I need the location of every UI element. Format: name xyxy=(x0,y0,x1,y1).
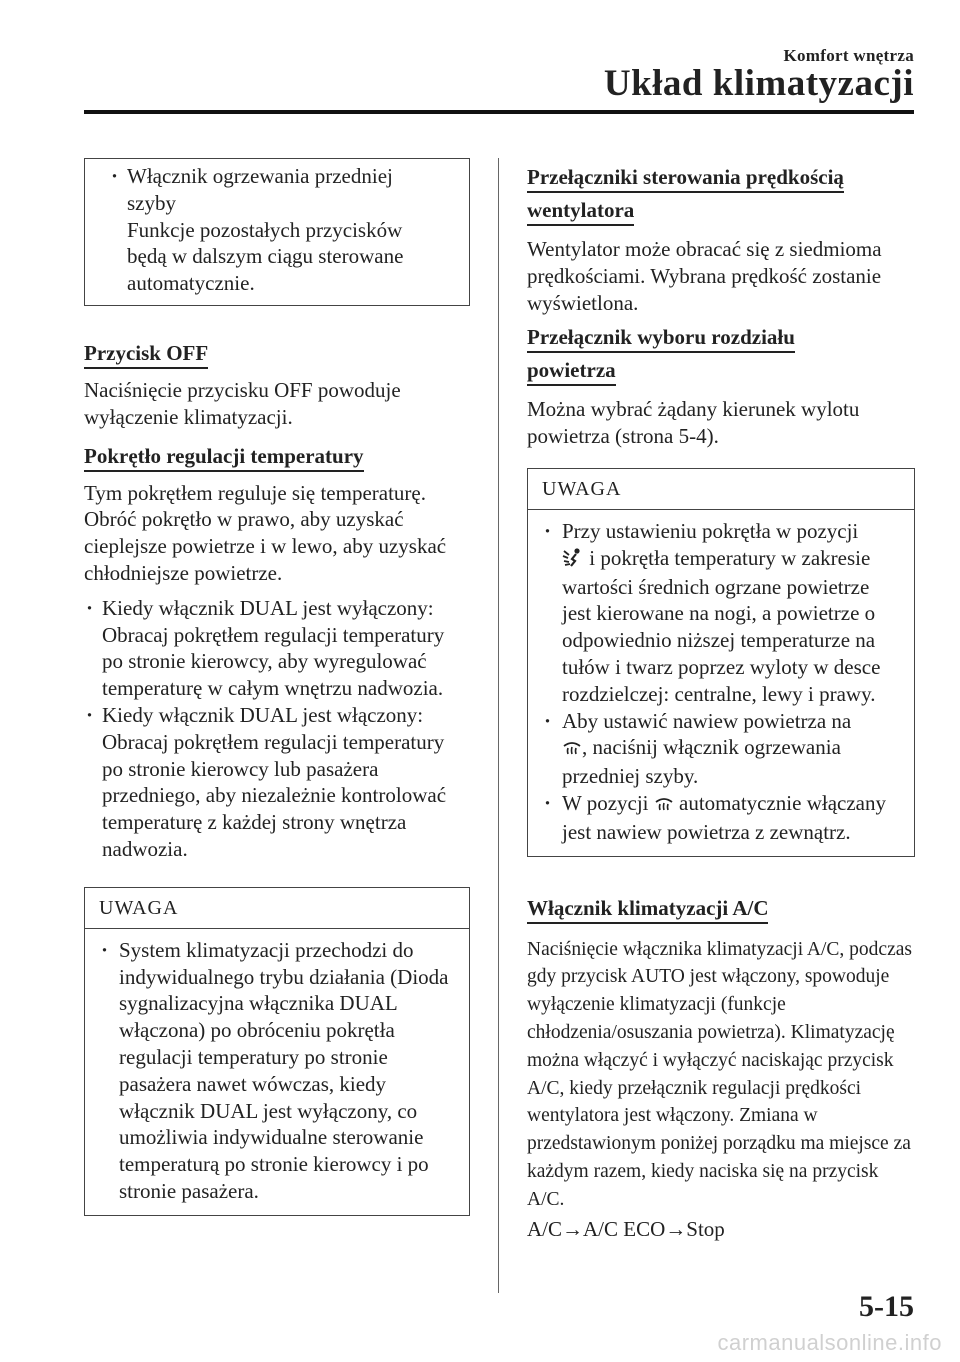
note-b2-pre: Aby ustawić nawiew powietrza na xyxy=(562,708,852,733)
foot-vent-icon xyxy=(562,547,584,574)
note-b2-post: , naciśnij włącznik ogrzewania przedniej szyby. xyxy=(562,735,841,789)
left-column xyxy=(84,158,470,1216)
defrost-icon xyxy=(562,736,582,763)
fan-text: Wentylator może obracać się z siedmioma prędkościami. Wybrana prędkość zostanie wyświetlona. xyxy=(527,237,882,315)
top-box-line-5: automatycznie. xyxy=(127,271,255,296)
mode-heading-line-1: Przełącznik wyboru rozdziału xyxy=(527,324,795,353)
column-divider xyxy=(498,158,499,1293)
list-item xyxy=(542,708,900,790)
defrost-icon xyxy=(654,792,674,819)
note-title: UWAGA xyxy=(528,469,914,510)
ac-sequence: A/C→A/C ECO→Stop xyxy=(527,1216,725,1241)
note-box-right xyxy=(527,468,915,857)
list-item: · System klimatyzacji przechodzi do indywidualnego trybu działania (Dioda sygnalizacyjna włącznika DUAL włączona) po obróceniu pokrętła regulacji temperatury po stronie pasażera nawet wówczas, kiedy włącznik DUAL jest wyłączony, co umożliwia indywidualne sterowanie temperaturą po stronie kierowcy i po stronie pasażera. xyxy=(99,937,455,1205)
watermark: carmanualsonline.info xyxy=(717,1330,942,1355)
note-title: UWAGA xyxy=(85,888,469,929)
off-section xyxy=(84,340,470,431)
list-item xyxy=(542,790,900,846)
temp-heading: Pokrętło regulacji temperatury xyxy=(84,443,364,472)
ac-section xyxy=(527,895,915,1243)
top-box-line-3: Funkcje pozostałych przycisków xyxy=(127,217,403,242)
top-box-line-4: będą w dalszym ciągu sterowane xyxy=(127,244,404,269)
off-heading: Przycisk OFF xyxy=(84,340,208,369)
temp-text: Tym pokrętłem reguluje się temperaturę. Obróć pokrętło w prawo, aby uzyskać cieplejsze powietrze i w lewo, aby uzyskać chłodniejsze powietrze. xyxy=(84,480,447,585)
mode-heading-line-2: powietrza xyxy=(527,357,616,386)
right-column xyxy=(527,164,915,1242)
note-b1-pre: Przy ustawieniu pokrętła w pozycji xyxy=(562,518,859,543)
fan-section xyxy=(527,164,915,316)
page-title: Układ klimatyzacji xyxy=(603,63,914,104)
top-box-line-2: szyby xyxy=(127,190,176,215)
ac-text: Naciśnięcie włącznika klimatyzacji A/C, podczas gdy przycisk AUTO jest włączony, spowoduje wyłączenie klimatyzacji (funkcje chłodzenia/osuszania powietrza). Klimatyzację można włączyć i wyłączyć naciskając przycisk A/C, kiedy przełącznik regulacji prędkości wentylatora jest włączony. Zmiana w przedstawionym poniżej porządku ma miejsce za każdym razem, kiedy naciska się na przycisk A/C. xyxy=(527,938,912,1210)
mode-section xyxy=(527,324,915,450)
off-text: Naciśnięcie przycisku OFF powoduje wyłączenie klimatyzacji. xyxy=(84,377,401,429)
note-box-left xyxy=(84,887,470,1216)
note-b3-post: automatycznie włączany jest nawiew powietrza z zewnątrz. xyxy=(562,790,886,844)
page-number: 5-15 xyxy=(859,1290,914,1323)
section-label: Komfort wnętrza xyxy=(783,46,914,65)
note-b3-pre: W pozycji xyxy=(562,790,649,815)
list-item xyxy=(109,163,459,297)
note-b1-post: i pokrętła temperatury w zakresie wartości średnich ogrzane powietrze jest kierowane na nogi, a powietrze o odpowiednio niższej temperaturze na tułów i twarz poprzez wyloty w desce rozdzielczej: centralne, lewy i prawy. xyxy=(562,545,881,706)
temp-section xyxy=(84,443,470,863)
list-item xyxy=(542,518,900,708)
top-box-line-1: Włącznik ogrzewania przedniej xyxy=(127,164,393,188)
list-item: · Kiedy włącznik DUAL jest włączony: Obracaj pokrętłem regulacji temperatury po stronie kierowcy lub pasażera przedniego, aby niezależnie kontrolować temperaturę z każdej strony wnętrza nadwozia. xyxy=(84,702,470,863)
list-item: · Kiedy włącznik DUAL jest wyłączony: Obracaj pokrętłem regulacji temperatury po stronie kierowcy, aby wyregulować temperaturę w całym wnętrzu nadwozia. xyxy=(84,595,470,702)
mode-text: Można wybrać żądany kierunek wylotu powietrza (strona 5-4). xyxy=(527,397,860,449)
header-rule xyxy=(84,110,914,114)
continued-note-box xyxy=(84,158,470,306)
ac-heading: Włącznik klimatyzacji A/C xyxy=(527,895,768,924)
fan-heading-line-1: Przełączniki sterowania prędkością xyxy=(527,164,844,193)
fan-heading-line-2: wentylatora xyxy=(527,197,634,226)
